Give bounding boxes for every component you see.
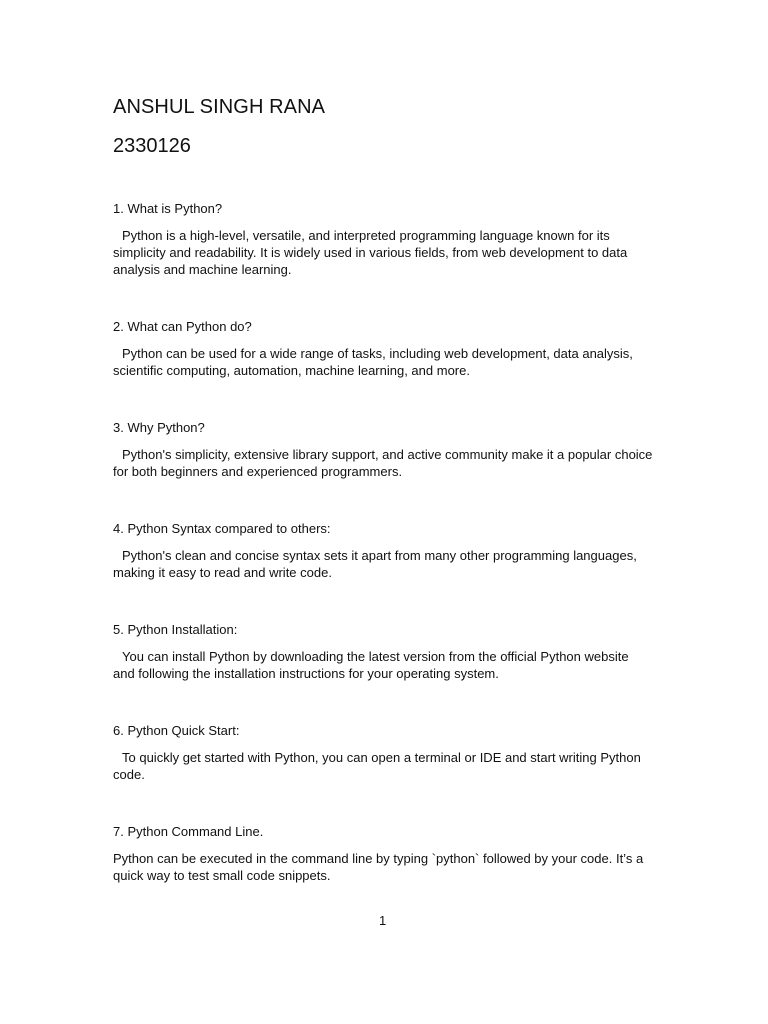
answer-text: Python is a high-level, versatile, and interpreted programming language known for its simplicity and readability. It is widely used in various fields, from web development to data analysis and machine learning. bbox=[113, 228, 628, 277]
answer-text: Python can be used for a wide range of tasks, including web development, data analysis, scientific computing, automation, machine learning, and more. bbox=[113, 346, 633, 378]
qa-section-3 bbox=[113, 419, 653, 480]
answer-text: You can install Python by downloading the latest version from the official Python website and following the installation instructions for your operating system. bbox=[113, 649, 629, 681]
question-text: 3. Why Python? bbox=[113, 420, 205, 435]
qa-section-6 bbox=[113, 722, 653, 783]
qa-section-4 bbox=[113, 520, 653, 581]
qa-section-1 bbox=[113, 200, 653, 278]
roll-number: 2330126 bbox=[113, 135, 191, 157]
qa-section-7 bbox=[113, 823, 653, 884]
question-text: 6. Python Quick Start: bbox=[113, 723, 240, 738]
answer-text: Python's clean and concise syntax sets it apart from many other programming languages, making it easy to read and write code. bbox=[113, 548, 637, 580]
answer-text: Python can be executed in the command line by typing `python` followed by your code. It’s a quick way to test small code snippets. bbox=[113, 851, 644, 883]
question-text: 1. What is Python? bbox=[113, 201, 223, 216]
question-text: 7. Python Command Line. bbox=[113, 824, 264, 839]
question-text: 4. Python Syntax compared to others: bbox=[113, 521, 331, 536]
question-text: 2. What can Python do? bbox=[113, 319, 252, 334]
qa-section-5 bbox=[113, 621, 653, 682]
answer-text: Python's simplicity, extensive library support, and active community make it a popular choice for both beginners and experienced programmers. bbox=[113, 447, 653, 479]
question-text: 5. Python Installation: bbox=[113, 622, 238, 637]
qa-section-2 bbox=[113, 318, 653, 379]
page-number: 1 bbox=[379, 913, 387, 928]
answer-text: To quickly get started with Python, you can open a terminal or IDE and start writing Python code. bbox=[113, 750, 641, 782]
author-name: ANSHUL SINGH RANA bbox=[113, 96, 326, 118]
